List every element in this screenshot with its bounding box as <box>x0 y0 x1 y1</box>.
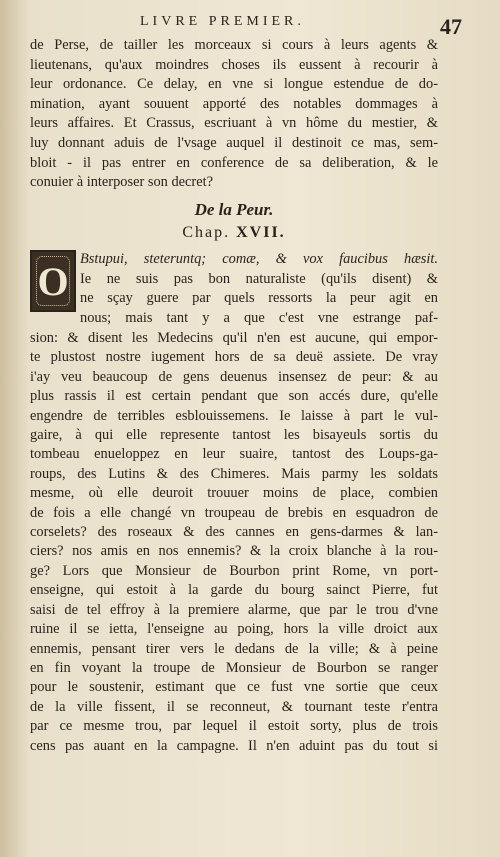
text-line: de Perse, de tailler les morceaux si cours à leurs agents & <box>30 37 438 53</box>
text-line: luy donnant aduis de l'vsage auquel il destinoit ce mas, sem- <box>30 134 438 151</box>
text-line: en fin voyant la troupe de Monsieur de Bourbon se ranger <box>30 659 438 676</box>
chapter-heading <box>30 224 438 242</box>
text-line: te plustost nostre iugement hors de sa deuë assiete. De vray <box>30 349 438 366</box>
text-line: cens pas auant en la campagne. Il n'en aduint pas du tout si <box>30 737 438 754</box>
text-line: ruine il se ietta, l'enseigne au poing, hors la ville droict aux <box>30 621 438 638</box>
chapter-label: Chap. <box>182 224 231 241</box>
text-line: par ce mesme trou, par lequel il estoit sorty, plus de trois <box>30 718 438 735</box>
text-line: roups, des Lutins & des Chimeres. Mais parmy les soldats <box>30 465 438 482</box>
text-line: gaire, à qui elle represente tantost les bisayeuls sortis du <box>30 427 438 444</box>
text-line: saisi de tel effroy à la premiere alarme, que par le trou d'vne <box>30 601 438 618</box>
text-line: enseigne, qui estoit à la garde du bourg sainct Pierre, fut <box>30 582 438 599</box>
text-line: nous; mais tant y a que c'est vne estrange paf- <box>80 309 438 326</box>
text-line: bloit - il pas entrer en conference de sa deliberation, & le <box>30 154 438 171</box>
text-line: de fois a elle changé vn troupeau de brebis en esquadron de <box>30 504 438 521</box>
text-line: engendre de terribles esblouissemens. Ie laisse à part le vul- <box>30 407 438 424</box>
previous-chapter-ending <box>30 36 438 193</box>
chapter-opening <box>80 250 438 328</box>
drop-cap-letter: O <box>37 258 69 304</box>
text-line: tombeau enueloppez en leur suaire, tantost des Loups-ga- <box>30 446 438 463</box>
text-line: Ie ne suis pas bon naturaliste (qu'ils disent) & <box>80 270 438 287</box>
chapter-number: XVII. <box>236 224 286 241</box>
text-line: ennemis, pensant tirer vers le dedans de la ville; & à peine <box>30 640 438 657</box>
text-line: leur ordonance. Ce delay, en vne si longue estendue de do- <box>30 76 438 93</box>
chapter-body <box>30 329 438 756</box>
text-line: i'ay veu beaucoup de gens deuenus insensez de peur: & au <box>30 368 438 385</box>
text-line: pour le soustenir, estimant que ce fust vne sortie que ceux <box>30 679 438 696</box>
text-line: lieutenans, qu'aux moindres choses ils eussent à recourir à <box>30 56 438 73</box>
ornamental-drop-cap <box>30 250 76 312</box>
text-line: leurs affaires. Et Crassus, escriuant à vn hôme du mestier, & <box>30 115 438 132</box>
text-line: mination, ayant souuent apporté des notables dommages à <box>30 95 438 112</box>
text-line: ne sçay guere par quels ressorts la peur agit en <box>80 290 438 307</box>
section-title: De la Peur. <box>194 200 274 219</box>
text-line: plus rassis il est certain pendant que son accés dure, qu'elle <box>30 388 438 405</box>
text-line: corselets? des roseaux & des cannes en gens-darmes & lan- <box>30 524 438 541</box>
running-head: LIVRE PREMIER. <box>140 14 305 29</box>
drop-cap-ornament <box>36 256 70 306</box>
text-line: conuier à interposer son decret? <box>30 174 213 191</box>
text-line: ciers? nos amis en nos ennemis? & la croix blanche à la rou- <box>30 543 438 560</box>
page-header <box>0 6 500 39</box>
text-line: ge? Lors que Monsieur de Bourbon print Rome, vn port- <box>30 562 438 579</box>
latin-epigraph: Bstupui, steteruntq; comæ, & vox faucibus hæsit. <box>80 251 438 267</box>
page-number: 47 <box>440 14 462 39</box>
text-line: de la ville fissent, il se reconneut, & tournant teste r'entra <box>30 698 438 715</box>
text-line: mesme, où elle deuroit trouuer moins de place, combien <box>30 485 438 502</box>
text-line: sion: & disent les Medecins qu'il n'en est aucune, qui empor- <box>30 330 438 346</box>
